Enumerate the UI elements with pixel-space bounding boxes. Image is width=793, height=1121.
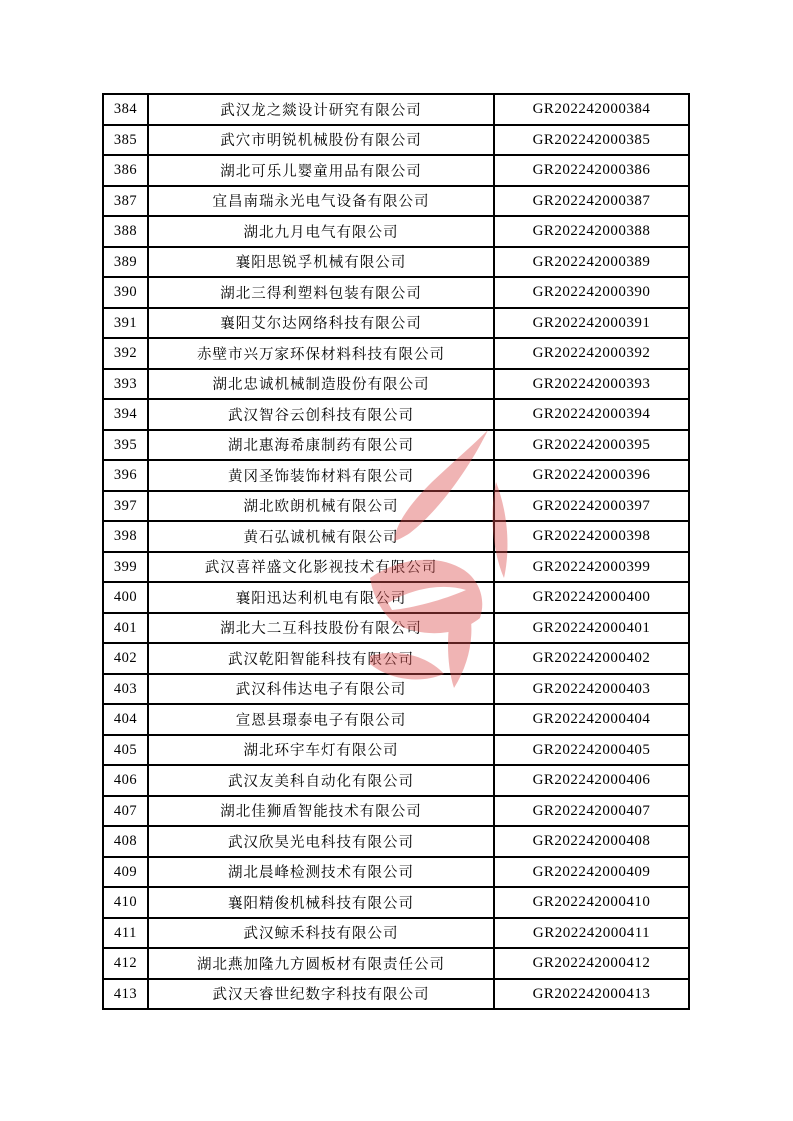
row-number: 392 bbox=[113, 345, 138, 362]
row-number-cell bbox=[103, 704, 148, 735]
row-number-cell bbox=[103, 643, 148, 674]
table-row bbox=[103, 887, 689, 918]
row-number: 395 bbox=[113, 436, 138, 453]
row-number: 393 bbox=[113, 375, 138, 392]
row-number: 388 bbox=[113, 223, 138, 240]
row-number: 384 bbox=[113, 101, 138, 118]
company-name: 黄冈圣饰装饰材料有限公司 bbox=[228, 468, 414, 485]
row-number: 400 bbox=[113, 589, 138, 606]
row-number: 389 bbox=[113, 253, 138, 270]
row-number: 412 bbox=[113, 955, 138, 972]
company-name-cell bbox=[148, 125, 494, 156]
row-number: 397 bbox=[113, 497, 138, 514]
cert-number-cell bbox=[494, 430, 689, 461]
row-number-cell bbox=[103, 979, 148, 1010]
company-name: 武汉欣昊光电科技有限公司 bbox=[228, 834, 414, 851]
company-name-cell bbox=[148, 857, 494, 888]
table-row bbox=[103, 796, 689, 827]
row-number-cell bbox=[103, 460, 148, 491]
table-row bbox=[103, 582, 689, 613]
company-name: 赤壁市兴万家环保材料科技有限公司 bbox=[197, 346, 445, 363]
company-name-cell bbox=[148, 704, 494, 735]
company-name-cell bbox=[148, 399, 494, 430]
company-name: 武汉鲸禾科技有限公司 bbox=[243, 926, 399, 943]
table-row bbox=[103, 399, 689, 430]
company-name: 武汉科伟达电子有限公司 bbox=[235, 682, 407, 699]
row-number: 390 bbox=[113, 284, 138, 301]
company-name: 武汉天睿世纪数字科技有限公司 bbox=[212, 987, 430, 1004]
company-name: 湖北三得利塑料包装有限公司 bbox=[220, 285, 422, 302]
company-name-cell bbox=[148, 552, 494, 583]
company-name-cell bbox=[148, 338, 494, 369]
company-name-cell bbox=[148, 582, 494, 613]
company-name: 湖北燕加隆九方圆板材有限责任公司 bbox=[197, 956, 445, 973]
cert-number: GR202242000408 bbox=[532, 833, 651, 850]
table-row bbox=[103, 430, 689, 461]
company-name: 湖北环宇车灯有限公司 bbox=[243, 743, 399, 760]
row-number: 386 bbox=[113, 162, 138, 179]
cert-number: GR202242000393 bbox=[532, 375, 651, 392]
cert-number-cell bbox=[494, 216, 689, 247]
row-number: 391 bbox=[113, 314, 138, 331]
table-row bbox=[103, 155, 689, 186]
cert-number: GR202242000404 bbox=[532, 711, 651, 728]
row-number-cell bbox=[103, 857, 148, 888]
company-name: 宜昌南瑞永光电气设备有限公司 bbox=[212, 194, 430, 211]
company-name: 湖北欧朗机械有限公司 bbox=[243, 499, 399, 516]
cert-number-cell bbox=[494, 613, 689, 644]
cert-number: GR202242000410 bbox=[532, 894, 651, 911]
table-row bbox=[103, 247, 689, 278]
row-number-cell bbox=[103, 491, 148, 522]
company-name-cell bbox=[148, 948, 494, 979]
row-number: 407 bbox=[113, 802, 138, 819]
table-row bbox=[103, 552, 689, 583]
row-number-cell bbox=[103, 765, 148, 796]
row-number-cell bbox=[103, 216, 148, 247]
row-number-cell bbox=[103, 247, 148, 278]
company-name-cell bbox=[148, 887, 494, 918]
cert-number-cell bbox=[494, 643, 689, 674]
row-number: 396 bbox=[113, 467, 138, 484]
cert-number-cell bbox=[494, 796, 689, 827]
company-name-cell bbox=[148, 491, 494, 522]
row-number-cell bbox=[103, 552, 148, 583]
company-name-cell bbox=[148, 216, 494, 247]
company-name: 湖北佳狮盾智能技术有限公司 bbox=[220, 804, 422, 821]
cert-number: GR202242000400 bbox=[532, 589, 651, 606]
cert-number: GR202242000386 bbox=[532, 162, 651, 179]
row-number: 399 bbox=[113, 558, 138, 575]
cert-number: GR202242000403 bbox=[532, 680, 651, 697]
cert-number: GR202242000394 bbox=[532, 406, 651, 423]
cert-number-cell bbox=[494, 765, 689, 796]
cert-number-cell bbox=[494, 887, 689, 918]
cert-number-cell bbox=[494, 460, 689, 491]
cert-number-cell bbox=[494, 277, 689, 308]
cert-number: GR202242000388 bbox=[532, 223, 651, 240]
row-number-cell bbox=[103, 582, 148, 613]
cert-number: GR202242000402 bbox=[532, 650, 651, 667]
row-number: 401 bbox=[113, 619, 138, 636]
company-name-cell bbox=[148, 826, 494, 857]
company-name-cell bbox=[148, 247, 494, 278]
table-row bbox=[103, 735, 689, 766]
company-name: 武汉喜祥盛文化影视技术有限公司 bbox=[204, 560, 438, 577]
table-row bbox=[103, 491, 689, 522]
company-name: 黄石弘诚机械有限公司 bbox=[243, 529, 399, 546]
cert-number: GR202242000385 bbox=[532, 131, 651, 148]
cert-number: GR202242000387 bbox=[532, 192, 651, 209]
cert-number: GR202242000396 bbox=[532, 467, 651, 484]
cert-number: GR202242000398 bbox=[532, 528, 651, 545]
cert-number: GR202242000389 bbox=[532, 253, 651, 270]
row-number: 402 bbox=[113, 650, 138, 667]
company-name-cell bbox=[148, 918, 494, 949]
cert-number-cell bbox=[494, 948, 689, 979]
table-row bbox=[103, 216, 689, 247]
company-name-cell bbox=[148, 460, 494, 491]
company-name: 湖北可乐儿婴童用品有限公司 bbox=[220, 163, 422, 180]
cert-number: GR202242000411 bbox=[532, 924, 651, 941]
cert-number: GR202242000413 bbox=[532, 985, 651, 1002]
cert-number: GR202242000405 bbox=[532, 741, 651, 758]
table-row bbox=[103, 277, 689, 308]
company-name: 襄阳精俊机械科技有限公司 bbox=[228, 895, 414, 912]
company-name-cell bbox=[148, 735, 494, 766]
row-number-cell bbox=[103, 338, 148, 369]
company-name-cell bbox=[148, 94, 494, 125]
cert-number-cell bbox=[494, 491, 689, 522]
table-row bbox=[103, 857, 689, 888]
row-number: 406 bbox=[113, 772, 138, 789]
cert-number: GR202242000409 bbox=[532, 863, 651, 880]
table-row bbox=[103, 826, 689, 857]
cert-number: GR202242000406 bbox=[532, 772, 651, 789]
cert-number-cell bbox=[494, 521, 689, 552]
table-row bbox=[103, 704, 689, 735]
cert-number-cell bbox=[494, 552, 689, 583]
cert-number: GR202242000401 bbox=[532, 619, 651, 636]
cert-number: GR202242000412 bbox=[532, 955, 651, 972]
company-name-cell bbox=[148, 277, 494, 308]
row-number-cell bbox=[103, 277, 148, 308]
table-row bbox=[103, 94, 689, 125]
row-number: 408 bbox=[113, 833, 138, 850]
row-number-cell bbox=[103, 613, 148, 644]
table-row bbox=[103, 125, 689, 156]
company-name: 湖北大二互科技股份有限公司 bbox=[220, 621, 422, 638]
row-number-cell bbox=[103, 826, 148, 857]
row-number-cell bbox=[103, 155, 148, 186]
company-name-cell bbox=[148, 430, 494, 461]
row-number: 411 bbox=[114, 924, 137, 941]
row-number: 410 bbox=[113, 894, 138, 911]
cert-number-cell bbox=[494, 918, 689, 949]
cert-number: GR202242000407 bbox=[532, 802, 651, 819]
cert-number-cell bbox=[494, 155, 689, 186]
row-number-cell bbox=[103, 369, 148, 400]
table-row bbox=[103, 948, 689, 979]
company-name-cell bbox=[148, 643, 494, 674]
company-name: 湖北忠诚机械制造股份有限公司 bbox=[212, 377, 430, 394]
company-name-cell bbox=[148, 186, 494, 217]
cert-number-cell bbox=[494, 369, 689, 400]
cert-number-cell bbox=[494, 704, 689, 735]
row-number: 409 bbox=[113, 863, 138, 880]
cert-number-cell bbox=[494, 399, 689, 430]
company-name: 武汉友美科自动化有限公司 bbox=[228, 773, 414, 790]
table-row bbox=[103, 521, 689, 552]
row-number-cell bbox=[103, 918, 148, 949]
company-name: 宣恩县璟泰电子有限公司 bbox=[235, 712, 407, 729]
table-row bbox=[103, 186, 689, 217]
company-name-cell bbox=[148, 765, 494, 796]
cert-number: GR202242000395 bbox=[532, 436, 651, 453]
row-number-cell bbox=[103, 125, 148, 156]
company-name: 武汉乾阳智能科技有限公司 bbox=[228, 651, 414, 668]
cert-number-cell bbox=[494, 308, 689, 339]
company-name-cell bbox=[148, 155, 494, 186]
table-row bbox=[103, 369, 689, 400]
row-number-cell bbox=[103, 521, 148, 552]
table-row bbox=[103, 918, 689, 949]
row-number-cell bbox=[103, 796, 148, 827]
row-number-cell bbox=[103, 430, 148, 461]
row-number: 403 bbox=[113, 680, 138, 697]
cert-number-cell bbox=[494, 857, 689, 888]
row-number-cell bbox=[103, 94, 148, 125]
company-name: 湖北九月电气有限公司 bbox=[243, 224, 399, 241]
cert-number: GR202242000399 bbox=[532, 558, 651, 575]
table-row bbox=[103, 643, 689, 674]
cert-number-cell bbox=[494, 247, 689, 278]
row-number-cell bbox=[103, 674, 148, 705]
cert-number: GR202242000397 bbox=[532, 497, 651, 514]
row-number: 405 bbox=[113, 741, 138, 758]
certificate-table bbox=[102, 93, 690, 1010]
company-name-cell bbox=[148, 674, 494, 705]
row-number-cell bbox=[103, 735, 148, 766]
company-name-cell bbox=[148, 369, 494, 400]
row-number-cell bbox=[103, 948, 148, 979]
company-name: 湖北晨峰检测技术有限公司 bbox=[228, 865, 414, 882]
company-name: 武汉龙之燚设计研究有限公司 bbox=[220, 102, 422, 119]
company-name-cell bbox=[148, 979, 494, 1010]
cert-number-cell bbox=[494, 674, 689, 705]
row-number-cell bbox=[103, 308, 148, 339]
table-row bbox=[103, 338, 689, 369]
row-number-cell bbox=[103, 887, 148, 918]
cert-number-cell bbox=[494, 735, 689, 766]
company-name: 武汉智谷云创科技有限公司 bbox=[228, 407, 414, 424]
cert-number-cell bbox=[494, 338, 689, 369]
row-number: 413 bbox=[113, 985, 138, 1002]
table-row bbox=[103, 613, 689, 644]
cert-number-cell bbox=[494, 826, 689, 857]
table-row bbox=[103, 460, 689, 491]
company-name-cell bbox=[148, 308, 494, 339]
table-row bbox=[103, 308, 689, 339]
row-number: 387 bbox=[113, 192, 138, 209]
row-number-cell bbox=[103, 186, 148, 217]
company-name: 湖北惠海希康制药有限公司 bbox=[228, 438, 414, 455]
row-number: 404 bbox=[113, 711, 138, 728]
row-number: 394 bbox=[113, 406, 138, 423]
company-name: 武穴市明锐机械股份有限公司 bbox=[220, 133, 422, 150]
table-row bbox=[103, 979, 689, 1010]
cert-number-cell bbox=[494, 186, 689, 217]
company-name: 襄阳迅达利机电有限公司 bbox=[235, 590, 407, 607]
row-number: 385 bbox=[113, 131, 138, 148]
row-number-cell bbox=[103, 399, 148, 430]
cert-number-cell bbox=[494, 979, 689, 1010]
cert-number: GR202242000392 bbox=[532, 345, 651, 362]
company-name-cell bbox=[148, 796, 494, 827]
cert-number-cell bbox=[494, 94, 689, 125]
row-number: 398 bbox=[113, 528, 138, 545]
company-name-cell bbox=[148, 521, 494, 552]
company-name-cell bbox=[148, 613, 494, 644]
company-name: 襄阳艾尔达网络科技有限公司 bbox=[220, 316, 422, 333]
cert-number: GR202242000384 bbox=[532, 101, 651, 118]
cert-number-cell bbox=[494, 582, 689, 613]
company-name: 襄阳思锐孚机械有限公司 bbox=[235, 255, 407, 272]
cert-number-cell bbox=[494, 125, 689, 156]
table-row bbox=[103, 674, 689, 705]
cert-number: GR202242000390 bbox=[532, 284, 651, 301]
table-row bbox=[103, 765, 689, 796]
cert-number: GR202242000391 bbox=[532, 314, 651, 331]
